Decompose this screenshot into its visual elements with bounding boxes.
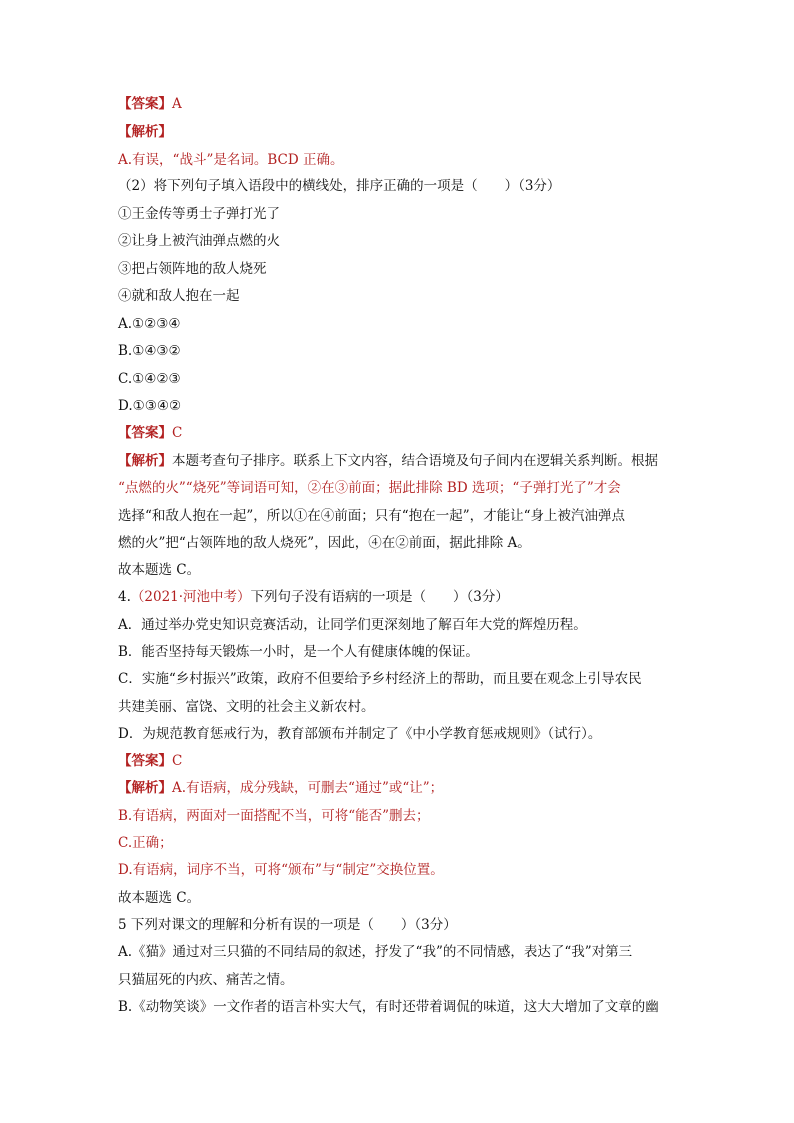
- answer-label: 【答案】: [118, 425, 172, 441]
- question-5-option-a-line-1: A.《猫》通过对三只猫的不同结局的叙述，抒发了“我”的不同情感，表达了“我”对第三: [118, 944, 633, 960]
- question-4-stem: [118, 587, 509, 607]
- question-4-option-a: A．通过举办党史知识竞赛活动，让同学们更深刻地了解百年大党的辉煌历程。: [118, 617, 587, 633]
- analysis-label: 【解析】: [118, 124, 172, 140]
- analysis-4-line-c: C.正确；: [118, 835, 173, 851]
- answer-4: [118, 751, 182, 771]
- question-number: 4.: [118, 589, 131, 605]
- answer-value: C: [172, 425, 183, 441]
- analysis-2-line-2: “点燃的火”“烧死”等词语可知，②在③前面；据此排除 BD 选项；“子弹打光了”才会: [118, 480, 621, 496]
- question-5-option-a-line-2: 只猫屈死的内疚、痛苦之情。: [118, 972, 294, 988]
- analysis-2-line-1: [118, 451, 658, 471]
- question-2-option-b: B.①④③②: [118, 343, 181, 359]
- answer-2: [118, 423, 182, 443]
- question-4-option-d: D．为规范教育惩戒行为，教育部颁布并制定了《中小学教育惩戒规则》（试行）。: [118, 726, 602, 742]
- analysis-4-conclusion: 故本题选 C。: [118, 890, 201, 906]
- analysis-4-line-d: D.有语病，词序不当，可将“颁布”与“制定”交换位置。: [118, 862, 444, 878]
- analysis-2-line-4: 燃的火”把“占领阵地的敌人烧死”，因此，④在②前面，据此排除 A。: [118, 535, 531, 551]
- answer-label: 【答案】: [118, 753, 172, 769]
- question-4-option-b: B．能否坚持每天锻炼一小时，是一个人有健康体魄的保证。: [118, 644, 479, 660]
- answer-value: C: [172, 753, 183, 769]
- question-2-sentence-4: ④就和敌人抱在一起: [118, 288, 240, 304]
- analysis-text: 本题考查句子排序。联系上下文内容，结合语境及句子间内在逻辑关系判断。根据: [172, 453, 658, 469]
- question-text: 下列句子没有语病的一项是（ ）（3分）: [250, 589, 509, 605]
- question-2-sentence-3: ③把占领阵地的敌人烧死: [118, 261, 267, 277]
- question-2-sentence-1: ①王金传等勇士子弹打光了: [118, 206, 280, 222]
- question-5-option-b-line-1: B.《动物笑谈》一文作者的语言朴实大气，有时还带着调侃的味道，这大大增加了文章的幽: [118, 999, 659, 1015]
- analysis-1-text: A.有误，“战斗”是名词。BCD 正确。: [118, 152, 344, 168]
- answer-value: A: [172, 96, 182, 112]
- question-2-stem: （2）将下列句子填入语段中的横线处，排序正确的一项是（ ）（3分）: [118, 178, 561, 194]
- analysis-4-line-b: B.有语病，两面对一面搭配不当，可将“能否”删去；: [118, 808, 430, 824]
- analysis-2-conclusion: 故本题选 C。: [118, 562, 201, 578]
- answer-label: 【答案】: [118, 96, 172, 112]
- question-2-option-d: D.①③④②: [118, 398, 182, 414]
- analysis-2-line-3: 选择“和敌人抱在一起”，所以①在④前面；只有“抱在一起”，才能让“身上被汽油弹点: [118, 508, 626, 524]
- analysis-label: 【解析】: [118, 453, 172, 469]
- analysis-1-label: [118, 122, 172, 142]
- question-4-option-c-line-1: C．实施“乡村振兴”政策，政府不但要给予乡村经济上的帮助，而且要在观念上引导农民: [118, 671, 642, 687]
- question-2-sentence-2: ②让身上被汽油弹点燃的火: [118, 233, 280, 249]
- analysis-text: A.有语病，成分残缺，可删去“通过”或“让”；: [172, 780, 444, 796]
- question-2-option-c: C.①④②③: [118, 371, 181, 387]
- question-source: （2021·河池中考）: [130, 589, 251, 605]
- analysis-label: 【解析】: [118, 780, 172, 796]
- question-4-option-c-line-2: 共建美丽、富饶、文明的社会主义新农村。: [118, 699, 375, 715]
- analysis-4-line-a: [118, 778, 443, 798]
- question-5-stem: 5 下列对课文的理解和分析有误的一项是（ ）（3分）: [118, 917, 457, 933]
- question-2-option-a: A.①②③④: [118, 316, 181, 332]
- answer-1: [118, 94, 182, 114]
